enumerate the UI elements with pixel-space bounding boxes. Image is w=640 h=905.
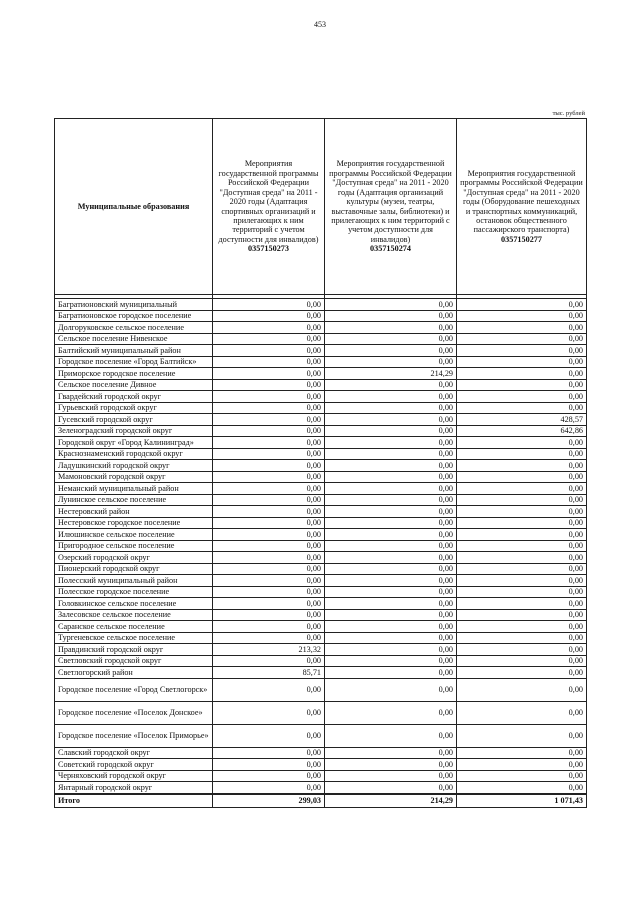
amount-cell: 0,00 xyxy=(213,540,325,552)
municipality-name: Саранское сельское поселение xyxy=(55,621,213,633)
amount-cell: 0,00 xyxy=(457,448,587,460)
amount-cell: 0,00 xyxy=(325,391,457,403)
amount-cell: 0,00 xyxy=(325,724,457,747)
amount-cell: 0,00 xyxy=(325,701,457,724)
amount-cell: 0,00 xyxy=(213,575,325,587)
municipality-name: Краснознаменский городской округ xyxy=(55,448,213,460)
amount-cell: 0,00 xyxy=(213,345,325,357)
amount-cell: 0,00 xyxy=(457,609,587,621)
amount-cell: 0,00 xyxy=(213,437,325,449)
table-row xyxy=(55,494,587,506)
table-row xyxy=(55,460,587,472)
units-label: тыс. рублей xyxy=(552,110,585,117)
amount-cell: 0,00 xyxy=(213,563,325,575)
amount-cell: 0,00 xyxy=(213,483,325,495)
amount-cell: 0,00 xyxy=(457,563,587,575)
amount-cell: 0,00 xyxy=(457,632,587,644)
amount-cell: 0,00 xyxy=(457,494,587,506)
municipality-name: Славский городской округ xyxy=(55,747,213,759)
table-row xyxy=(55,391,587,403)
amount-cell: 0,00 xyxy=(325,678,457,701)
municipality-name: Илюшинское сельское поселение xyxy=(55,529,213,541)
municipality-name: Гурьевский городской округ xyxy=(55,402,213,414)
amount-cell: 0,00 xyxy=(213,379,325,391)
table-row xyxy=(55,483,587,495)
amount-cell: 0,00 xyxy=(457,529,587,541)
table-row xyxy=(55,299,587,311)
municipality-name: Сельское поселение Дивное xyxy=(55,379,213,391)
amount-cell: 0,00 xyxy=(457,782,587,794)
table-row xyxy=(55,701,587,724)
amount-cell: 0,00 xyxy=(325,494,457,506)
amount-cell: 0,00 xyxy=(325,644,457,656)
amount-cell: 0,00 xyxy=(325,299,457,311)
table-row xyxy=(55,448,587,460)
table-row xyxy=(55,609,587,621)
table-row xyxy=(55,655,587,667)
table-row xyxy=(55,402,587,414)
amount-cell: 214,29 xyxy=(325,368,457,380)
municipality-name: Озерский городской округ xyxy=(55,552,213,564)
program-column-header xyxy=(325,119,457,295)
amount-cell: 0,00 xyxy=(213,529,325,541)
municipality-name: Янтарный городской округ xyxy=(55,782,213,794)
table-header-row xyxy=(55,119,587,295)
table-row xyxy=(55,621,587,633)
table-row xyxy=(55,368,587,380)
table-row xyxy=(55,759,587,771)
table-row xyxy=(55,517,587,529)
amount-cell: 0,00 xyxy=(457,402,587,414)
amount-cell: 0,00 xyxy=(457,299,587,311)
amount-cell: 0,00 xyxy=(325,310,457,322)
amount-cell: 0,00 xyxy=(213,333,325,345)
amount-cell: 0,00 xyxy=(457,586,587,598)
table-row xyxy=(55,333,587,345)
municipality-name: Нестеровское городское поселение xyxy=(55,517,213,529)
municipality-name: Тургеневское сельское поселение xyxy=(55,632,213,644)
amount-cell: 0,00 xyxy=(325,632,457,644)
program-column-header xyxy=(213,119,325,295)
amount-cell: 0,00 xyxy=(457,598,587,610)
amount-cell: 0,00 xyxy=(457,678,587,701)
amount-cell: 0,00 xyxy=(213,770,325,782)
program-code: 0357150273 xyxy=(248,244,289,254)
amount-cell: 0,00 xyxy=(457,471,587,483)
municipality-name: Городское поселение «Поселок Приморье» xyxy=(55,724,213,747)
amount-cell: 0,00 xyxy=(213,724,325,747)
amount-cell: 0,00 xyxy=(457,356,587,368)
table-row xyxy=(55,310,587,322)
table-row xyxy=(55,724,587,747)
amount-cell: 0,00 xyxy=(213,701,325,724)
table-row xyxy=(55,425,587,437)
table-row xyxy=(55,586,587,598)
table-row xyxy=(55,540,587,552)
amount-cell: 0,00 xyxy=(213,310,325,322)
amount-cell: 0,00 xyxy=(457,644,587,656)
amount-cell: 0,00 xyxy=(457,747,587,759)
amount-cell: 0,00 xyxy=(213,586,325,598)
municipality-name: Багратионовский муниципальный xyxy=(55,299,213,311)
amount-cell: 0,00 xyxy=(213,460,325,472)
amount-cell: 0,00 xyxy=(213,448,325,460)
table-row xyxy=(55,575,587,587)
table-row xyxy=(55,345,587,357)
municipality-name: Светлогорский район xyxy=(55,667,213,679)
amount-cell: 0,00 xyxy=(325,563,457,575)
amount-cell: 0,00 xyxy=(213,368,325,380)
amount-cell: 0,00 xyxy=(325,460,457,472)
amount-cell: 0,00 xyxy=(457,667,587,679)
table-row xyxy=(55,356,587,368)
amount-cell: 0,00 xyxy=(325,517,457,529)
amount-cell: 0,00 xyxy=(213,506,325,518)
municipality-name: Сельское поселение Нивенское xyxy=(55,333,213,345)
table-row xyxy=(55,552,587,564)
municipality-name: Неманский муниципальный район xyxy=(55,483,213,495)
amount-cell: 0,00 xyxy=(457,368,587,380)
amount-cell: 0,00 xyxy=(213,655,325,667)
table-row xyxy=(55,437,587,449)
table-row xyxy=(55,782,587,794)
amount-cell: 0,00 xyxy=(213,414,325,426)
table-row xyxy=(55,414,587,426)
municipality-name: Черняховский городской округ xyxy=(55,770,213,782)
amount-cell: 0,00 xyxy=(325,747,457,759)
amount-cell: 0,00 xyxy=(325,575,457,587)
amount-cell: 0,00 xyxy=(457,333,587,345)
amount-cell: 0,00 xyxy=(213,391,325,403)
amount-cell: 0,00 xyxy=(325,379,457,391)
program-column-header xyxy=(457,119,587,295)
amount-cell: 0,00 xyxy=(325,448,457,460)
municipality-name: Пионерский городской округ xyxy=(55,563,213,575)
table-row xyxy=(55,322,587,334)
program-title: Мероприятия государственной программы Российской Федерации "Доступная среда" на 2011 - 2020 годы (Адаптация спортивных организаций и прилегающих к ним территорий с учетом доступности для инвалидов) xyxy=(218,159,319,244)
table-row xyxy=(55,667,587,679)
total-row xyxy=(55,794,587,808)
table-row xyxy=(55,747,587,759)
municipality-name: Городское поселение «Город Светлогорск» xyxy=(55,678,213,701)
municipality-name: Полесский муниципальный район xyxy=(55,575,213,587)
amount-cell: 642,86 xyxy=(457,425,587,437)
amount-cell: 0,00 xyxy=(325,667,457,679)
amount-cell: 0,00 xyxy=(213,782,325,794)
amount-cell: 0,00 xyxy=(457,575,587,587)
amount-cell: 0,00 xyxy=(325,770,457,782)
amount-cell: 0,00 xyxy=(325,471,457,483)
table-row xyxy=(55,563,587,575)
amount-cell: 0,00 xyxy=(457,437,587,449)
amount-cell: 0,00 xyxy=(457,379,587,391)
amount-cell: 0,00 xyxy=(325,506,457,518)
amount-cell: 0,00 xyxy=(457,759,587,771)
municipality-name: Зеленоградский городской округ xyxy=(55,425,213,437)
amount-cell: 0,00 xyxy=(457,483,587,495)
amount-cell: 0,00 xyxy=(457,391,587,403)
amount-cell: 0,00 xyxy=(325,414,457,426)
amount-cell: 0,00 xyxy=(213,425,325,437)
amount-cell: 0,00 xyxy=(325,483,457,495)
amount-cell: 0,00 xyxy=(213,598,325,610)
municipality-name: Долгоруковское сельское поселение xyxy=(55,322,213,334)
program-title: Мероприятия государственной программы Российской Федерации "Доступная среда" на 2011 - 2020 годы (Оборудование пешеходных и транспортных коммуникаций, остановок общественного пассажирского транспорта) xyxy=(460,168,583,235)
amount-cell: 0,00 xyxy=(457,540,587,552)
municipality-name: Светловский городской округ xyxy=(55,655,213,667)
program-title: Мероприятия государственной программы Российской Федерации "Доступная среда" на 2011 - 2020 годы (Адаптация организаций культуры (музеи, театры, выставочные залы, библиотеки) и прилегающих к ним территорий с учетом доступности для инвалидов) xyxy=(329,159,452,244)
municipality-name: Пригородное сельское поселение xyxy=(55,540,213,552)
amount-cell: 213,32 xyxy=(213,644,325,656)
amount-cell: 0,00 xyxy=(325,540,457,552)
amount-cell: 0,00 xyxy=(325,655,457,667)
municipality-name: Городское поселение «Поселок Донское» xyxy=(55,701,213,724)
amount-cell: 0,00 xyxy=(325,586,457,598)
amount-cell: 0,00 xyxy=(457,460,587,472)
municipality-name: Ладушкинский городской округ xyxy=(55,460,213,472)
amount-cell: 0,00 xyxy=(457,655,587,667)
table-row xyxy=(55,644,587,656)
amount-cell: 0,00 xyxy=(325,598,457,610)
amount-cell: 0,00 xyxy=(325,529,457,541)
municipality-name: Залесовское сельское поселение xyxy=(55,609,213,621)
program-code: 0357150274 xyxy=(370,244,411,254)
amount-cell: 0,00 xyxy=(213,517,325,529)
table-row xyxy=(55,632,587,644)
amount-cell: 0,00 xyxy=(213,356,325,368)
table-row xyxy=(55,471,587,483)
municipality-name: Багратионовское городское поселение xyxy=(55,310,213,322)
amount-cell: 85,71 xyxy=(213,667,325,679)
municipality-name: Правдинский городской округ xyxy=(55,644,213,656)
table-row xyxy=(55,770,587,782)
total-value: 1 071,43 xyxy=(457,794,587,808)
total-value: 214,29 xyxy=(325,794,457,808)
program-code: 0357150277 xyxy=(501,234,542,244)
municipality-name: Балтийский муниципальный район xyxy=(55,345,213,357)
municipality-name: Полесское городское поселение xyxy=(55,586,213,598)
table-row xyxy=(55,678,587,701)
table-row xyxy=(55,529,587,541)
amount-cell: 0,00 xyxy=(457,517,587,529)
amount-cell: 0,00 xyxy=(325,621,457,633)
amount-cell: 0,00 xyxy=(457,506,587,518)
amount-cell: 0,00 xyxy=(457,724,587,747)
amount-cell: 0,00 xyxy=(213,609,325,621)
amount-cell: 0,00 xyxy=(457,552,587,564)
amount-cell: 0,00 xyxy=(457,770,587,782)
amount-cell: 0,00 xyxy=(325,402,457,414)
amount-cell: 0,00 xyxy=(325,437,457,449)
amount-cell: 0,00 xyxy=(325,356,457,368)
amount-cell: 0,00 xyxy=(457,345,587,357)
table-row xyxy=(55,598,587,610)
amount-cell: 0,00 xyxy=(457,310,587,322)
amount-cell: 0,00 xyxy=(213,402,325,414)
amount-cell: 0,00 xyxy=(325,425,457,437)
amount-cell: 0,00 xyxy=(213,632,325,644)
municipality-name: Гвардейский городской округ xyxy=(55,391,213,403)
municipality-name: Головкинское сельское поселение xyxy=(55,598,213,610)
amount-cell: 0,00 xyxy=(457,621,587,633)
amount-cell: 0,00 xyxy=(213,322,325,334)
amount-cell: 0,00 xyxy=(457,701,587,724)
amount-cell: 0,00 xyxy=(325,759,457,771)
municipality-name: Городское поселение «Город Балтийск» xyxy=(55,356,213,368)
total-value: 299,03 xyxy=(213,794,325,808)
table-row xyxy=(55,379,587,391)
budget-table xyxy=(54,118,587,808)
amount-cell: 0,00 xyxy=(325,322,457,334)
table-body xyxy=(55,299,587,794)
municipality-name: Городской округ «Город Калининград» xyxy=(55,437,213,449)
municipality-name: Гусевский городской округ xyxy=(55,414,213,426)
municipality-name: Лунинское сельское поселение xyxy=(55,494,213,506)
amount-cell: 0,00 xyxy=(325,333,457,345)
amount-cell: 0,00 xyxy=(213,621,325,633)
total-label: Итого xyxy=(55,794,213,808)
municipality-column-header: Муниципальные образования xyxy=(55,119,213,295)
amount-cell: 0,00 xyxy=(213,747,325,759)
municipality-name: Приморское городское поселение xyxy=(55,368,213,380)
amount-cell: 0,00 xyxy=(325,782,457,794)
amount-cell: 0,00 xyxy=(325,552,457,564)
amount-cell: 0,00 xyxy=(457,322,587,334)
page-number: 453 xyxy=(314,20,326,29)
amount-cell: 0,00 xyxy=(213,678,325,701)
amount-cell: 0,00 xyxy=(213,552,325,564)
amount-cell: 0,00 xyxy=(325,609,457,621)
amount-cell: 0,00 xyxy=(213,494,325,506)
amount-cell: 0,00 xyxy=(213,759,325,771)
municipality-name: Советский городской округ xyxy=(55,759,213,771)
amount-cell: 0,00 xyxy=(213,471,325,483)
table-row xyxy=(55,506,587,518)
amount-cell: 0,00 xyxy=(213,299,325,311)
amount-cell: 428,57 xyxy=(457,414,587,426)
municipality-name: Нестеровский район xyxy=(55,506,213,518)
municipality-name: Мамоновский городской округ xyxy=(55,471,213,483)
amount-cell: 0,00 xyxy=(325,345,457,357)
